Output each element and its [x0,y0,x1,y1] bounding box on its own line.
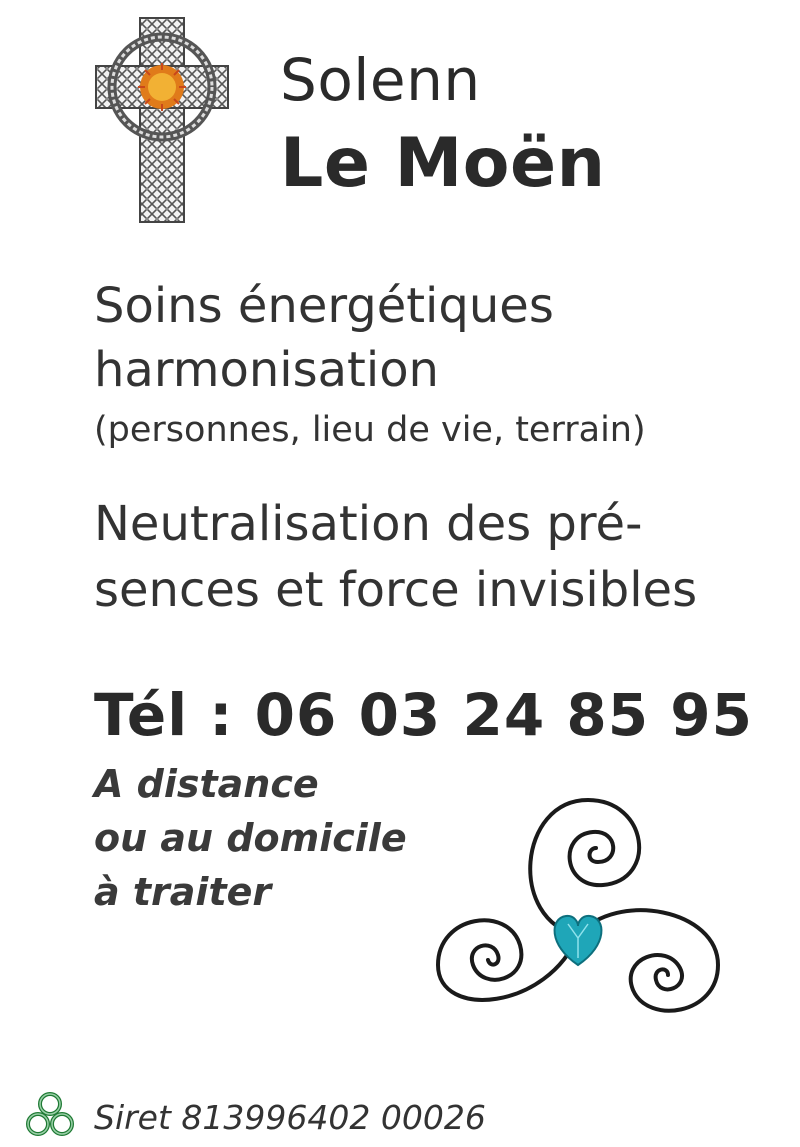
service-line-2: harmonisation [94,342,439,398]
modality-line-1: A distance [94,762,319,806]
modality-line-2: ou au domicile [94,816,407,860]
celtic-knot-icon [24,1090,76,1142]
modality-line-3: à traiter [94,870,272,914]
first-name: Solenn [280,46,481,114]
neutralisation-line-1: Neutralisation des pré- [94,496,643,552]
celtic-cross-icon [92,14,232,226]
service-line-1: Soins énergétiques [94,278,554,334]
phone-number: Tél : 06 03 24 85 95 [94,681,753,749]
service-note: (personnes, lieu de vie, terrain) [94,410,646,450]
triskel-heart-icon [428,770,728,1040]
siret-number: Siret 813996402 00026 [94,1098,486,1137]
neutralisation-line-2: sences et force invisibles [94,562,698,618]
last-name: Le Moën [280,124,606,203]
